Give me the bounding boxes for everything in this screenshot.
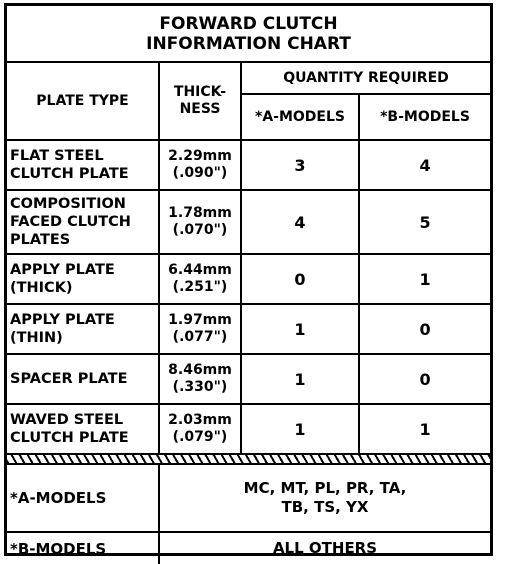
plate-type-line: WAVED STEEL bbox=[10, 412, 124, 428]
qty-b-cell: 0 bbox=[359, 354, 490, 404]
footnote-row-b bbox=[7, 532, 490, 564]
header-a-models: *A-MODELS bbox=[241, 94, 359, 140]
thickness-in: (.090") bbox=[172, 165, 228, 181]
plate-type-cell bbox=[7, 140, 159, 190]
thickness-cell bbox=[159, 254, 241, 304]
plate-type-line: FLAT STEEL bbox=[10, 148, 104, 164]
thickness-mm: 2.03mm bbox=[168, 412, 232, 428]
qty-b-cell: 5 bbox=[359, 190, 490, 254]
header-b-models: *B-MODELS bbox=[359, 94, 490, 140]
qty-b-cell: 1 bbox=[359, 254, 490, 304]
chart-title-line1: FORWARD CLUTCH bbox=[159, 13, 338, 34]
thickness-cell bbox=[159, 304, 241, 354]
hatch-divider bbox=[7, 454, 490, 464]
plate-type-line: APPLY PLATE bbox=[10, 312, 115, 328]
thickness-in: (.070") bbox=[172, 222, 228, 238]
qty-a-cell: 1 bbox=[241, 354, 359, 404]
plate-type-line: CLUTCH PLATE bbox=[10, 166, 129, 182]
thickness-mm: 1.78mm bbox=[168, 205, 232, 221]
thickness-mm: 6.44mm bbox=[168, 262, 232, 278]
table-row bbox=[7, 140, 490, 190]
qty-a-cell: 3 bbox=[241, 140, 359, 190]
plate-type-line: (THIN) bbox=[10, 330, 63, 346]
table-row bbox=[7, 304, 490, 354]
table-row bbox=[7, 190, 490, 254]
plate-type-line: COMPOSITION bbox=[10, 196, 126, 212]
thickness-cell bbox=[159, 190, 241, 254]
plate-type-cell bbox=[7, 354, 159, 404]
table-row bbox=[7, 404, 490, 454]
qty-a-cell: 0 bbox=[241, 254, 359, 304]
thickness-mm: 2.29mm bbox=[168, 148, 232, 164]
plate-type-line: (THICK) bbox=[10, 280, 73, 296]
qty-a-cell: 1 bbox=[241, 304, 359, 354]
qty-b-cell: 0 bbox=[359, 304, 490, 354]
qty-b-cell: 4 bbox=[359, 140, 490, 190]
qty-a-cell: 1 bbox=[241, 404, 359, 454]
plate-type-line: SPACER PLATE bbox=[10, 371, 128, 387]
thickness-in: (.330") bbox=[172, 379, 228, 395]
thickness-mm: 8.46mm bbox=[168, 362, 232, 378]
a-models-label: *A-MODELS bbox=[7, 464, 159, 532]
a-models-value-line1: MC, MT, PL, PR, TA, bbox=[243, 479, 407, 497]
plate-type-cell bbox=[7, 254, 159, 304]
table-row bbox=[7, 354, 490, 404]
clutch-info-table bbox=[7, 6, 490, 564]
plate-type-cell bbox=[7, 404, 159, 454]
header-quantity-required: QUANTITY REQUIRED bbox=[241, 62, 490, 94]
thickness-cell bbox=[159, 404, 241, 454]
footnote-row-a bbox=[7, 464, 490, 532]
plate-type-line: CLUTCH PLATE bbox=[10, 430, 129, 446]
thickness-cell bbox=[159, 140, 241, 190]
plate-type-cell bbox=[7, 190, 159, 254]
thickness-in: (.077") bbox=[172, 329, 228, 345]
header-thickness bbox=[159, 62, 241, 140]
thickness-in: (.079") bbox=[172, 429, 228, 445]
thickness-cell bbox=[159, 354, 241, 404]
table-row bbox=[7, 254, 490, 304]
qty-b-cell: 1 bbox=[359, 404, 490, 454]
plate-type-line: FACED CLUTCH bbox=[10, 214, 131, 230]
header-plate-type: PLATE TYPE bbox=[7, 62, 159, 140]
header-thickness-line2: NESS bbox=[179, 101, 221, 117]
plate-type-line: PLATES bbox=[10, 232, 71, 248]
thickness-mm: 1.97mm bbox=[168, 312, 232, 328]
forward-clutch-chart bbox=[4, 3, 493, 556]
plate-type-line: APPLY PLATE bbox=[10, 262, 115, 278]
a-models-value-line2: TB, TS, YX bbox=[281, 498, 369, 516]
b-models-label: *B-MODELS bbox=[7, 532, 159, 564]
header-thickness-line1: THICK- bbox=[173, 84, 227, 100]
b-models-value: ALL OTHERS bbox=[159, 532, 490, 564]
plate-type-cell bbox=[7, 304, 159, 354]
chart-title-line2: INFORMATION CHART bbox=[146, 33, 351, 54]
a-models-value bbox=[159, 464, 490, 532]
chart-title bbox=[7, 6, 490, 62]
qty-a-cell: 4 bbox=[241, 190, 359, 254]
thickness-in: (.251") bbox=[172, 279, 228, 295]
